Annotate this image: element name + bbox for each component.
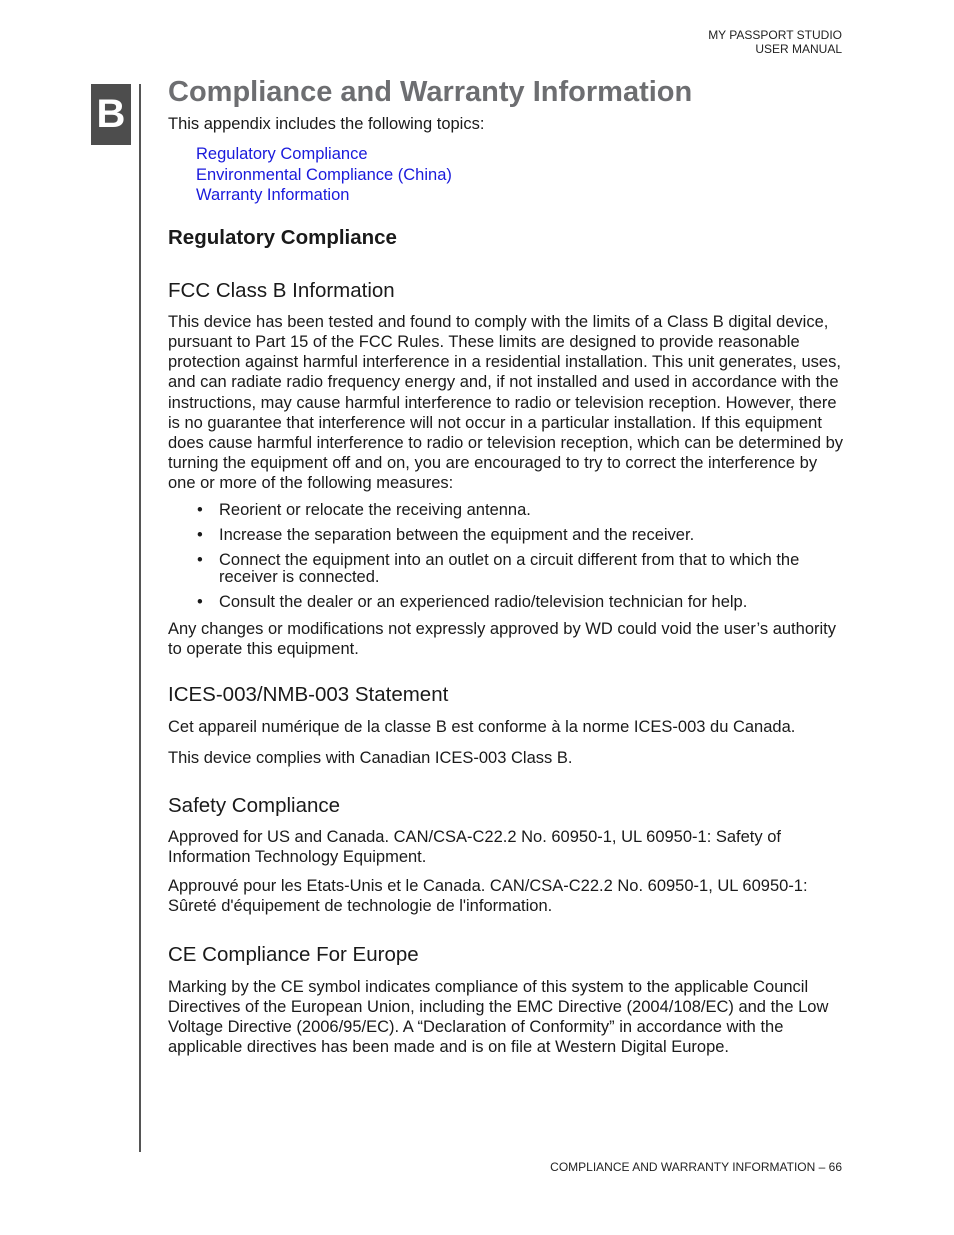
- heading-safety: Safety Compliance: [168, 793, 341, 817]
- topic-item: [196, 144, 848, 165]
- link-regulatory-compliance[interactable]: Regulatory Compliance: [196, 145, 368, 164]
- ce-body: Marking by the CE symbol indicates compliance of this system to the applicable Council Directives of the European Union, including the EMC Directive (2004/108/EC) and the Low Voltage Directive (2006/95/EC). A “Declaration of Conformity” in accordance with the applicable directives has been made and is on file at Western Digital Europe.: [168, 977, 829, 1057]
- topic-item: [196, 185, 848, 206]
- page-footer: COMPLIANCE AND WARRANTY INFORMATION – 66: [550, 1160, 842, 1174]
- safety-english: Approved for US and Canada. CAN/CSA-C22.2 No. 60950-1, UL 60950-1: Safety of Information Technology Equipment.: [168, 827, 781, 867]
- bullet-icon: •: [197, 525, 203, 544]
- header-doc-type: USER MANUAL: [755, 42, 842, 56]
- link-warranty-information[interactable]: Warranty Information: [196, 186, 350, 205]
- fcc-body: This device has been tested and found to comply with the limits of a Class B digital device, pursuant to Part 15 of the FCC Rules. These limits are designed to provide reasonable protection against harmful interference in a residential installation. This unit generates, uses, and can radiate radio frequency energy and, if not installed and used in accordance with the instructions, may cause harmful interference to radio or television reception. However, there is no guarantee that interference will not occur in a particular installation. If this equipment does cause harmful interference to radio or television reception, which can be determined by turning the equipment off and on, you are encouraged to try to correct the interference by one or more of the following measures:: [168, 312, 844, 493]
- topic-list: [196, 144, 848, 206]
- bullet-icon: •: [197, 550, 203, 569]
- list-item: [168, 552, 848, 587]
- ices-french: Cet appareil numérique de la classe B est conforme à la norme ICES-003 du Canada.: [168, 718, 796, 737]
- list-item: [168, 502, 848, 520]
- page-title: Compliance and Warranty Information: [168, 76, 693, 108]
- section-heading-regulatory: Regulatory Compliance: [168, 225, 397, 249]
- header-product: MY PASSPORT STUDIO: [708, 28, 842, 42]
- bullet-text: Increase the separation between the equipment and the receiver.: [219, 525, 695, 544]
- chapter-tab: B: [91, 84, 131, 145]
- bullet-icon: •: [197, 593, 203, 612]
- page-content: [168, 74, 848, 1057]
- bullet-text: Reorient or relocate the receiving antenna.: [219, 500, 531, 519]
- fcc-measures-list: [168, 502, 848, 612]
- page-header: [708, 28, 842, 56]
- link-environmental-compliance[interactable]: Environmental Compliance (China): [196, 165, 452, 184]
- safety-french: Approuvé pour les Etats-Unis et le Canada. CAN/CSA-C22.2 No. 60950-1, UL 60950-1: Sûreté d'équipement de technologie de l'information.: [168, 877, 808, 916]
- list-item: [168, 594, 848, 612]
- margin-rule: [139, 84, 141, 1152]
- heading-fcc: FCC Class B Information: [168, 278, 395, 302]
- bullet-text: Consult the dealer or an experienced radio/television technician for help.: [219, 593, 748, 612]
- ices-english: This device complies with Canadian ICES-003 Class B.: [168, 748, 573, 767]
- heading-ce: CE Compliance For Europe: [168, 942, 419, 966]
- heading-ices: ICES-003/NMB-003 Statement: [168, 683, 449, 707]
- bullet-icon: •: [197, 500, 203, 519]
- fcc-closing: Any changes or modifications not expressly approved by WD could void the user’s authority to operate this equipment.: [168, 620, 836, 659]
- topic-item: [196, 165, 848, 186]
- list-item: [168, 527, 848, 545]
- intro-text: This appendix includes the following topics:: [168, 115, 485, 133]
- bullet-text: Connect the equipment into an outlet on a circuit different from that to which the receiver is connected.: [219, 550, 800, 587]
